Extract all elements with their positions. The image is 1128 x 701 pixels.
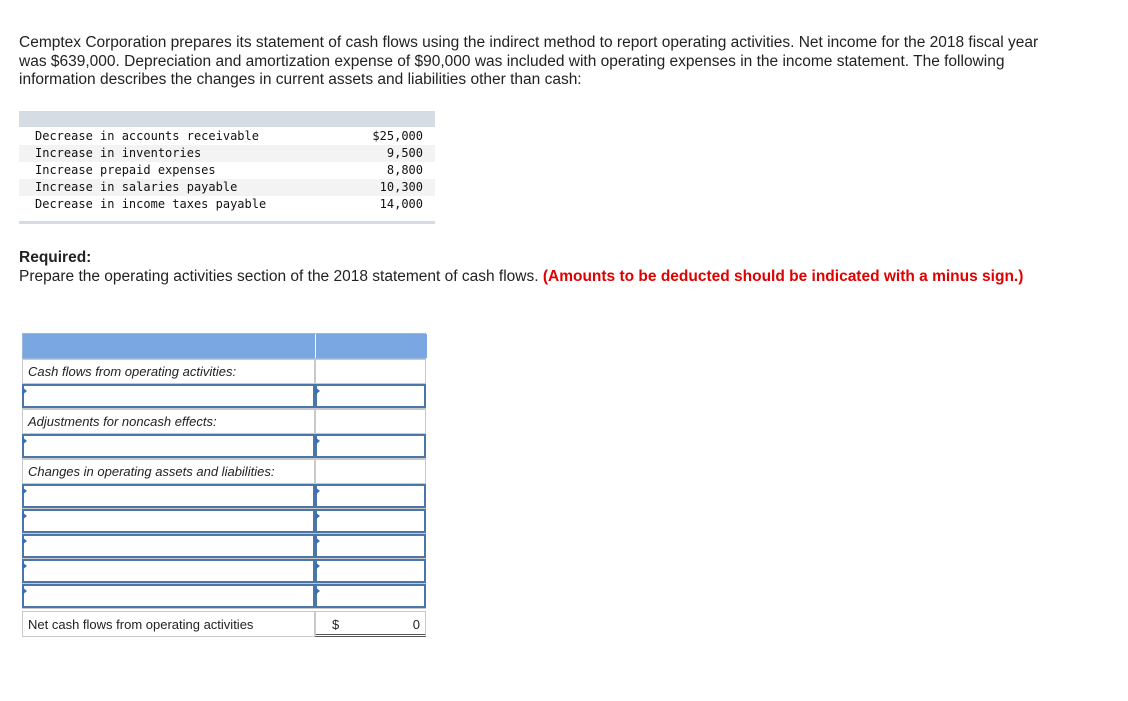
dropdown-marker-icon	[315, 487, 320, 495]
dropdown-marker-icon	[315, 562, 320, 570]
section-value-empty	[315, 359, 426, 383]
section-row-operating	[22, 359, 426, 384]
info-row-amount: 9,500	[386, 146, 423, 160]
info-row-amount: 8,800	[386, 163, 423, 177]
line-item-select[interactable]	[22, 559, 315, 583]
total-value: 0	[412, 617, 420, 632]
amount-input[interactable]	[315, 434, 426, 458]
dropdown-marker-icon	[315, 587, 320, 595]
line-item-select[interactable]	[22, 584, 315, 608]
dropdown-marker-icon	[22, 587, 27, 595]
problem-intro: Cemptex Corporation prepares its statement of cash flows using the indirect method to report operating activities. Net income for the 2018 fiscal year was $639,000. Depreciation and amortization expense of $90,000 was included with operating expenses in the income statement. The following information describes the changes in current assets and liabilities other than cash:	[19, 34, 1039, 88]
info-row-amount: 10,300	[379, 180, 423, 194]
info-row-amount: $25,000	[372, 129, 423, 143]
line-item-select[interactable]	[22, 534, 315, 558]
info-table-footer	[19, 221, 435, 224]
dropdown-marker-icon	[22, 537, 27, 545]
section-label-adjustments: Adjustments for noncash effects:	[22, 409, 315, 433]
info-row-label: Increase in salaries payable	[35, 180, 238, 194]
operating-activities-worksheet	[22, 333, 426, 637]
required-section	[19, 249, 1059, 286]
input-row	[22, 534, 426, 559]
info-row-salaries-payable	[19, 179, 435, 196]
info-row-accounts-receivable	[19, 128, 435, 145]
info-row-label: Increase in inventories	[35, 146, 202, 160]
amount-input[interactable]	[315, 384, 426, 408]
info-row-amount: 14,000	[379, 197, 423, 211]
dropdown-marker-icon	[22, 562, 27, 570]
info-row-inventories	[19, 145, 435, 162]
required-title: Required:	[19, 249, 92, 266]
total-value-cell	[315, 611, 426, 637]
dropdown-marker-icon	[315, 512, 320, 520]
section-label-operating: Cash flows from operating activities:	[22, 359, 315, 383]
worksheet-header-label	[23, 334, 316, 358]
input-row	[22, 584, 426, 609]
dropdown-marker-icon	[315, 387, 320, 395]
info-row-prepaid-expenses	[19, 162, 435, 179]
section-row-adjustments	[22, 409, 426, 434]
worksheet-header-value	[316, 334, 427, 358]
dropdown-marker-icon	[315, 537, 320, 545]
input-row	[22, 509, 426, 534]
info-row-label: Decrease in accounts receivable	[35, 129, 259, 143]
section-label-changes: Changes in operating assets and liabilities:	[22, 459, 315, 483]
total-label: Net cash flows from operating activities	[22, 611, 315, 637]
section-value-empty	[315, 409, 426, 433]
info-row-label: Decrease in income taxes payable	[35, 197, 267, 211]
required-note: (Amounts to be deducted should be indicated with a minus sign.)	[542, 267, 1024, 285]
line-item-select[interactable]	[22, 484, 315, 508]
line-item-select[interactable]	[22, 509, 315, 533]
dropdown-marker-icon	[22, 387, 27, 395]
info-row-label: Increase prepaid expenses	[35, 163, 216, 177]
amount-input[interactable]	[315, 559, 426, 583]
input-row	[22, 434, 426, 459]
amount-input[interactable]	[315, 534, 426, 558]
dropdown-marker-icon	[22, 512, 27, 520]
total-currency: $	[332, 617, 340, 632]
amount-input[interactable]	[315, 584, 426, 608]
input-row	[22, 484, 426, 509]
info-table	[19, 111, 435, 224]
amount-input[interactable]	[315, 484, 426, 508]
line-item-select[interactable]	[22, 384, 315, 408]
input-row	[22, 559, 426, 584]
required-text: Prepare the operating activities section of the 2018 statement of cash flows.	[19, 267, 539, 285]
section-row-changes	[22, 459, 426, 484]
dropdown-marker-icon	[315, 437, 320, 445]
worksheet-header	[22, 333, 426, 359]
dropdown-marker-icon	[22, 437, 27, 445]
info-table-header	[19, 111, 435, 127]
line-item-select[interactable]	[22, 434, 315, 458]
input-row	[22, 384, 426, 409]
section-value-empty	[315, 459, 426, 483]
amount-input[interactable]	[315, 509, 426, 533]
info-table-rows	[19, 128, 435, 213]
dropdown-marker-icon	[22, 487, 27, 495]
total-row	[22, 611, 426, 637]
info-row-income-taxes-payable	[19, 196, 435, 213]
